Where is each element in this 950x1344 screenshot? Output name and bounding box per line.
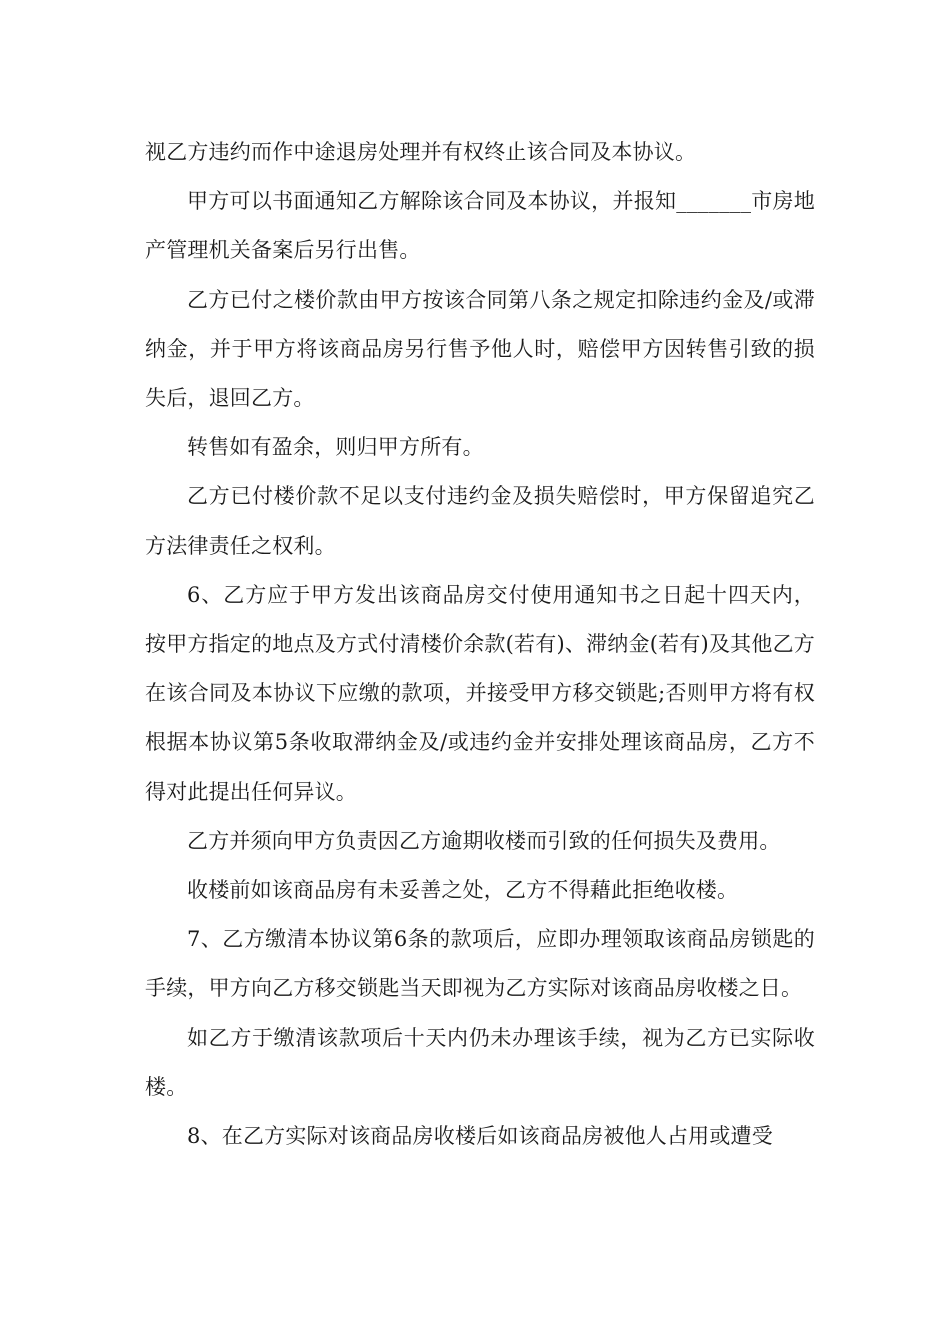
document-body: [145, 128, 815, 1161]
paragraph-10: 如乙方于缴清该款项后十天内仍未办理该手续，视为乙方已实际收楼。: [145, 1025, 815, 1099]
paragraph-11: 8、在乙方实际对该商品房收楼后如该商品房被他人占用或遭受: [187, 1124, 773, 1149]
paragraph-4: 转售如有盈余，则归甲方所有。: [187, 435, 484, 460]
paragraph-6: 6、乙方应于甲方发出该商品房交付使用通知书之日起十四天内，按甲方指定的地点及方式付清楼价余款(若有)、滞纳金(若有)及其他乙方在该合同及本协议下应缴的款项，并接受甲方移交锁匙;否则甲方将有权根据本协议第5条收取滞纳金及/或违约金并安排处理该商品房，乙方不得对此提出任何异议。: [145, 582, 815, 804]
paragraph-9: 7、乙方缴清本协议第6条的款项后，应即办理领取该商品房锁匙的手续，甲方向乙方移交锁匙当天即视为乙方实际对该商品房收楼之日。: [145, 927, 815, 1001]
paragraph-3: 乙方已付之楼价款由甲方按该合同第八条之规定扣除违约金及/或滞纳金，并于甲方将该商品房另行售予他人时，赔偿甲方因转售引致的损失后，退回乙方。: [145, 287, 815, 411]
paragraph-8: 收楼前如该商品房有未妥善之处，乙方不得藉此拒绝收楼。: [187, 878, 739, 903]
paragraph-1: 视乙方违约而作中途退房处理并有权终止该合同及本协议。: [145, 140, 697, 164]
paragraph-7: 乙方并须向甲方负责因乙方逾期收楼而引致的任何损失及费用。: [187, 828, 781, 853]
paragraph-5: 乙方已付楼价款不足以支付违约金及损失赔偿时，甲方保留追究乙方法律责任之权利。: [145, 484, 815, 558]
paragraph-2: 甲方可以书面通知乙方解除该合同及本协议，并报知_______市房地产管理机关备案后另行出售。: [145, 189, 815, 263]
